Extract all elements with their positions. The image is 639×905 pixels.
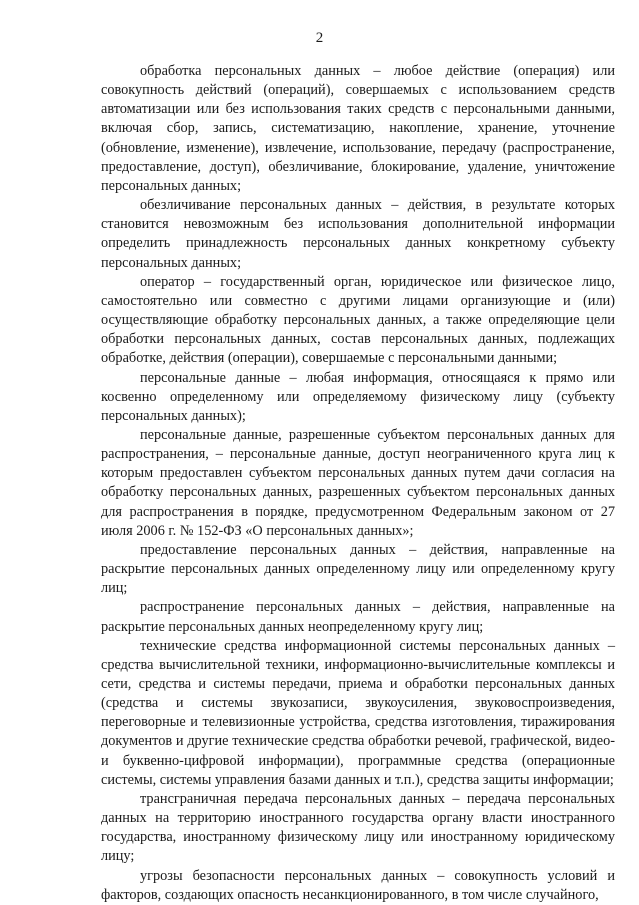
document-body [101, 62, 615, 905]
page-number: 2 [315, 30, 324, 46]
paragraph-threats-definition: угрозы безопасности персональных данных – совокупность условий и факторов, создающих опасность несанкционированного, в том числе случайного, [101, 867, 615, 903]
paragraph-dissemination-definition: распространение персональных данных – действия, направленные на раскрытие персональных данных неопределенному кругу лиц; [101, 599, 615, 635]
paragraph-processing-definition: обработка персональных данных – любое действие (операция) или совокупность действий (операций), совершаемых с использованием средств автоматизации или без использования таких средств с персональными данными, включая сбор, запись, систематизацию, накопление, хранение, уточнение (обновление, изменение), извлечение, использование, передачу (распространение, предоставление, доступ), обезличивание, блокирование, удаление, уничтожение персональных данных; [101, 63, 615, 194]
paragraph-personal-data-definition: персональные данные – любая информация, относящаяся к прямо или косвенно определенному или определяемому физическому лицу (субъекту персональных данных); [101, 369, 615, 424]
paragraph-technical-means-definition: технические средства информационной системы персональных данных – средства вычислительной техники, информационно-вычислительные комплексы и сети, средства и системы передачи, приема и обработки персональных данных (средства и системы звукозаписи, звукоусиления, звуковоспроизведения, переговорные и телевизионные устройства, средства изготовления, тиражирования документов и другие технические средства обработки речевой, графической, видео- и буквенно-цифровой информации), программные средства (операционные системы, системы управления базами данных и т.п.), средства защиты информации; [101, 637, 615, 788]
paragraph-cross-border-definition: трансграничная передача персональных данных – передача персональных данных на территорию иностранного государства органу власти иностранного государства, иностранному физическому лицу или иностранному юридическому лицу; [101, 790, 615, 865]
paragraph-permitted-data-definition: персональные данные, разрешенные субъектом персональных данных для распространения, – персональные данные, доступ неограниченного круга лиц к которым предоставлен субъектом персональных данных путем дачи согласия на обработку персональных данных, разрешенных субъектом персональных данных для распространения в порядке, предусмотренном Федеральным законом от 27 июля 2006 г. № 152-ФЗ «О персональных данных»; [101, 426, 615, 539]
paragraph-operator-definition: оператор – государственный орган, юридическое или физическое лицо, самостоятельно или совместно с другими лицами организующие и (или) осуществляющие обработку персональных данных, а также определяющие цели обработки персональных данных, состав персональных данных, подлежащих обработке, действия (операции), совершаемые с персональными данными; [101, 273, 615, 367]
paragraph-provision-definition: предоставление персональных данных – действия, направленные на раскрытие персональных данных определенному лицу или определенному кругу лиц; [101, 541, 615, 597]
paragraph-depersonalization-definition: обезличивание персональных данных – действия, в результате которых становится невозможным без использования дополнительной информации определить принадлежность персональных данных конкретному субъекту персональных данных; [101, 197, 615, 271]
